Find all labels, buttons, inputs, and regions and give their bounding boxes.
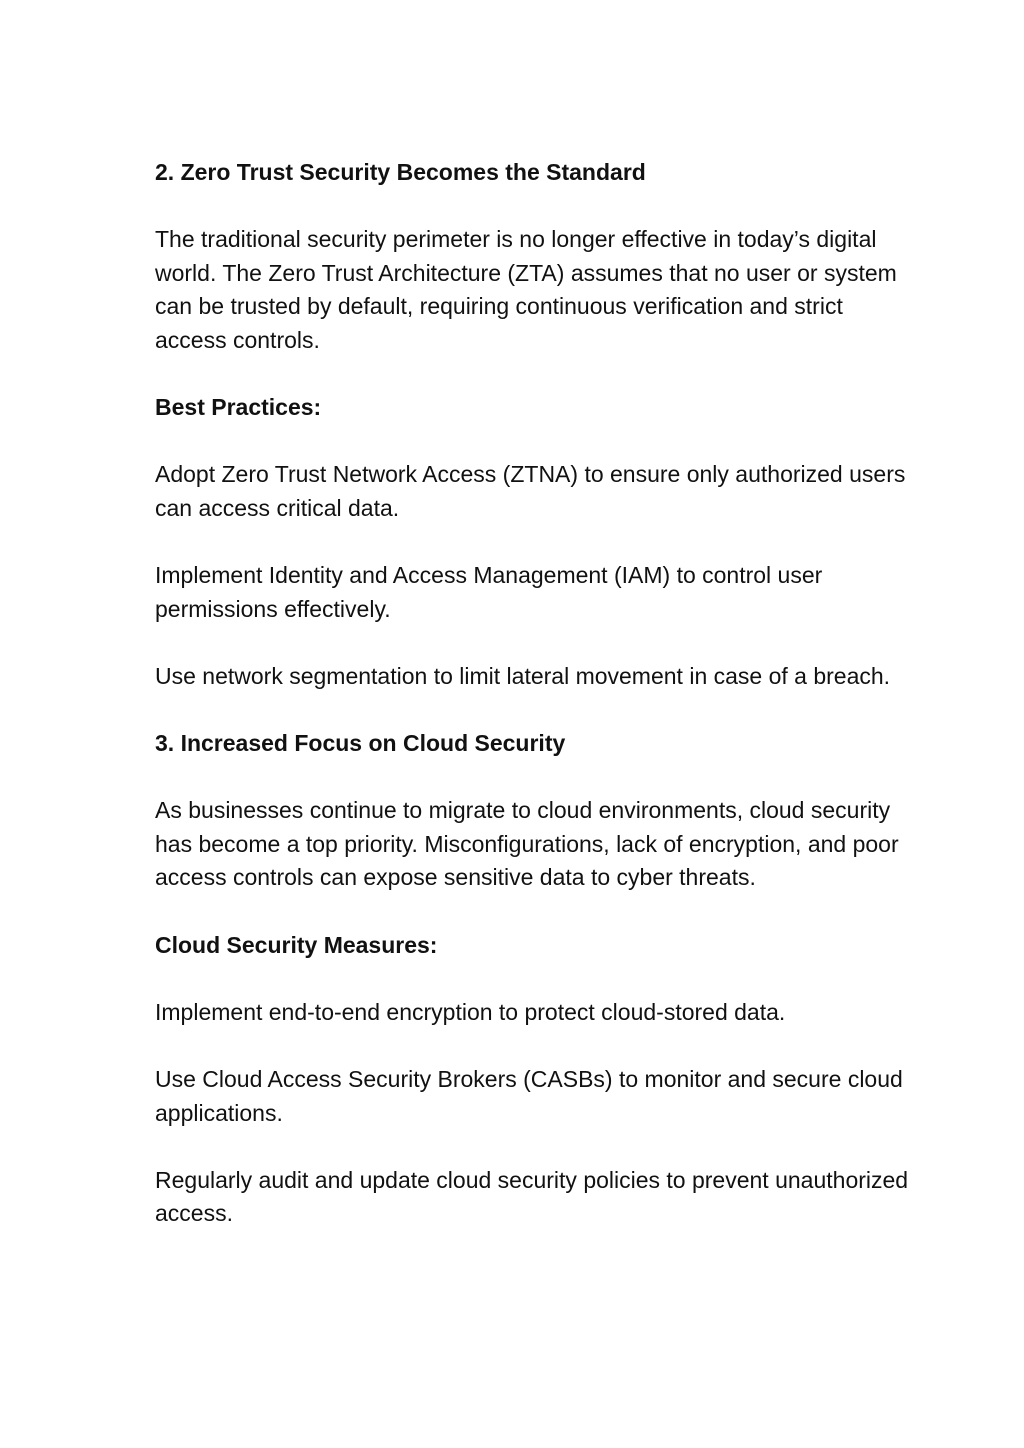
- best-practice-item: Implement Identity and Access Management (IAM) to control user permissions effectively.: [155, 562, 823, 622]
- section-3-heading: 3. Increased Focus on Cloud Security: [155, 730, 566, 757]
- section-2-paragraph: The traditional security perimeter is no longer effective in today’s digital world. The Zero Trust Architecture (ZTA) assumes that no user or system can be trusted by default, requiring continuous verification and strict access controls.: [155, 226, 897, 353]
- section-2-heading: 2. Zero Trust Security Becomes the Standard: [155, 159, 646, 185]
- best-practices-subheading: Best Practices:: [155, 394, 322, 421]
- cloud-measure-item: Implement end-to-end encryption to protect cloud-stored data.: [155, 998, 786, 1025]
- document-page: [155, 156, 915, 1231]
- cloud-measure-item: Regularly audit and update cloud security policies to prevent unauthorized access.: [155, 1166, 909, 1227]
- cloud-security-measures-subheading: Cloud Security Measures:: [155, 931, 438, 958]
- cloud-measure-item: Use Cloud Access Security Brokers (CASBs) to monitor and secure cloud applications.: [155, 1066, 903, 1126]
- section-3-paragraph: As businesses continue to migrate to cloud environments, cloud security has become a top priority. Misconfigurations, lack of encryption, and poor access controls can expose sensitive data to cyber threats.: [155, 797, 899, 891]
- best-practice-item: Adopt Zero Trust Network Access (ZTNA) to ensure only authorized users can access critical data.: [155, 461, 906, 521]
- best-practice-item: Use network segmentation to limit lateral movement in case of a breach.: [155, 662, 891, 689]
